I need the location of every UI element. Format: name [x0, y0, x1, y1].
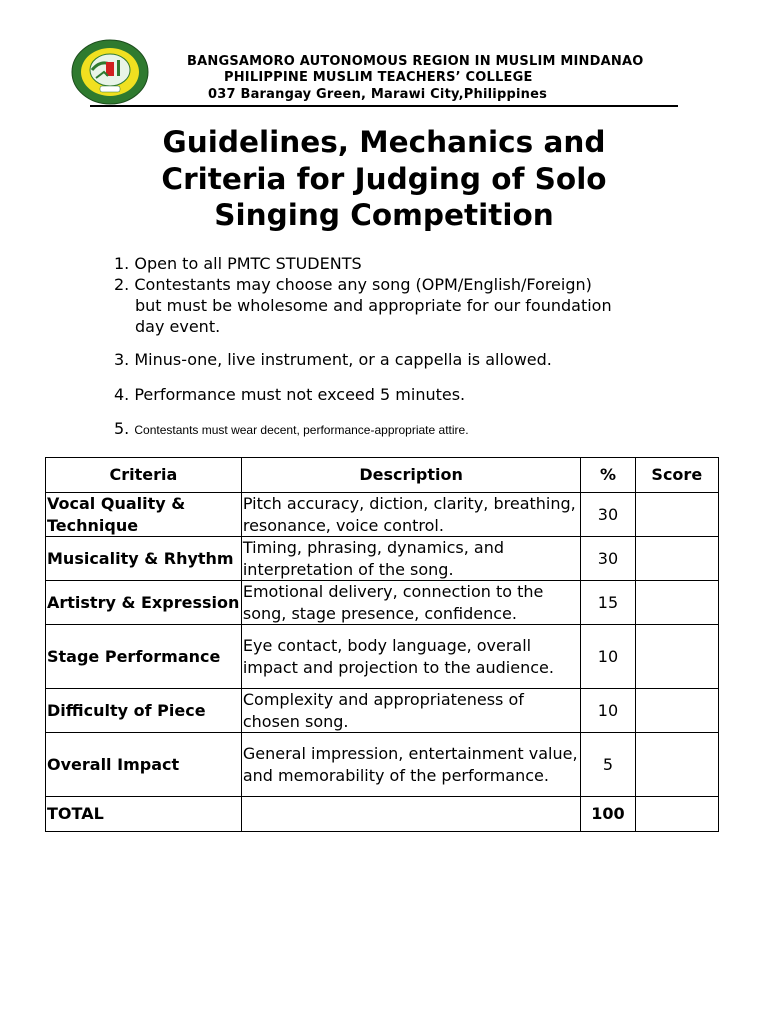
document-title: Guidelines, Mechanics and Criteria for Judging of Solo Singing Competition: [161, 125, 607, 232]
percent-cell: 10: [581, 625, 635, 689]
header-criteria: Criteria: [46, 458, 242, 493]
college-seal-logo: [70, 38, 150, 106]
description-cell: Complexity and appropriateness of chosen song.: [241, 689, 581, 733]
score-cell: [635, 625, 718, 689]
total-score-cell: [635, 797, 718, 832]
criteria-table: [45, 457, 719, 832]
score-cell: [635, 493, 718, 537]
guideline-item-2-cont: day event.: [135, 317, 221, 336]
criteria-cell: Difficulty of Piece: [46, 689, 242, 733]
college-address: 037 Barangay Green, Marawi City,Philippines: [208, 87, 548, 102]
table-row: [46, 537, 719, 581]
table-row: [46, 733, 719, 797]
score-cell: [635, 537, 718, 581]
percent-cell: 10: [581, 689, 635, 733]
score-cell: [635, 689, 718, 733]
header-score: Score: [635, 458, 718, 493]
header-percent: %: [581, 458, 635, 493]
criteria-cell: Stage Performance: [46, 625, 242, 689]
region-name: BANGSAMORO AUTONOMOUS REGION IN MUSLIM MINDANAO: [187, 54, 644, 69]
table-row: [46, 493, 719, 537]
total-label: TOTAL: [46, 797, 242, 832]
guideline-item-3: 3. Minus-one, live instrument, or a cappella is allowed.: [114, 350, 552, 369]
criteria-cell: Musicality & Rhythm: [46, 537, 242, 581]
guideline-item-4: 4. Performance must not exceed 5 minutes.: [114, 385, 466, 404]
score-cell: [635, 733, 718, 797]
header-description: Description: [241, 458, 581, 493]
table-row: [46, 689, 719, 733]
percent-cell: 30: [581, 537, 635, 581]
description-cell: Emotional delivery, connection to the song, stage presence, confidence.: [241, 581, 581, 625]
table-row: [46, 625, 719, 689]
description-cell: General impression, entertainment value, and memorability of the performance.: [241, 733, 581, 797]
description-cell: Eye contact, body language, overall impact and projection to the audience.: [241, 625, 581, 689]
criteria-cell: Overall Impact: [46, 733, 242, 797]
college-name: PHILIPPINE MUSLIM TEACHERS’ COLLEGE: [224, 70, 533, 85]
guideline-item-5-text: Contestants must wear decent, performance-appropriate attire.: [134, 423, 469, 437]
total-row: [46, 797, 719, 832]
percent-cell: 15: [581, 581, 635, 625]
table-row: [46, 581, 719, 625]
guideline-item-5-number: 5.: [114, 419, 130, 438]
percent-cell: 5: [581, 733, 635, 797]
description-cell: Timing, phrasing, dynamics, and interpretation of the song.: [241, 537, 581, 581]
total-description-cell: [241, 797, 581, 832]
header-divider: [90, 105, 678, 107]
guideline-item-2: 2. Contestants may choose any song (OPM/English/Foreign): [114, 275, 592, 294]
guideline-item-1: 1. Open to all PMTC STUDENTS: [114, 254, 362, 273]
percent-cell: 30: [581, 493, 635, 537]
guideline-item-5: [114, 418, 469, 441]
guideline-item-2-cont: but must be wholesome and appropriate for our foundation: [135, 296, 612, 315]
total-percent: 100: [581, 797, 635, 832]
criteria-cell: Vocal Quality & Technique: [46, 493, 242, 537]
description-cell: Pitch accuracy, diction, clarity, breathing, resonance, voice control.: [241, 493, 581, 537]
score-cell: [635, 581, 718, 625]
table-header-row: [46, 458, 719, 493]
criteria-cell: Artistry & Expression: [46, 581, 242, 625]
